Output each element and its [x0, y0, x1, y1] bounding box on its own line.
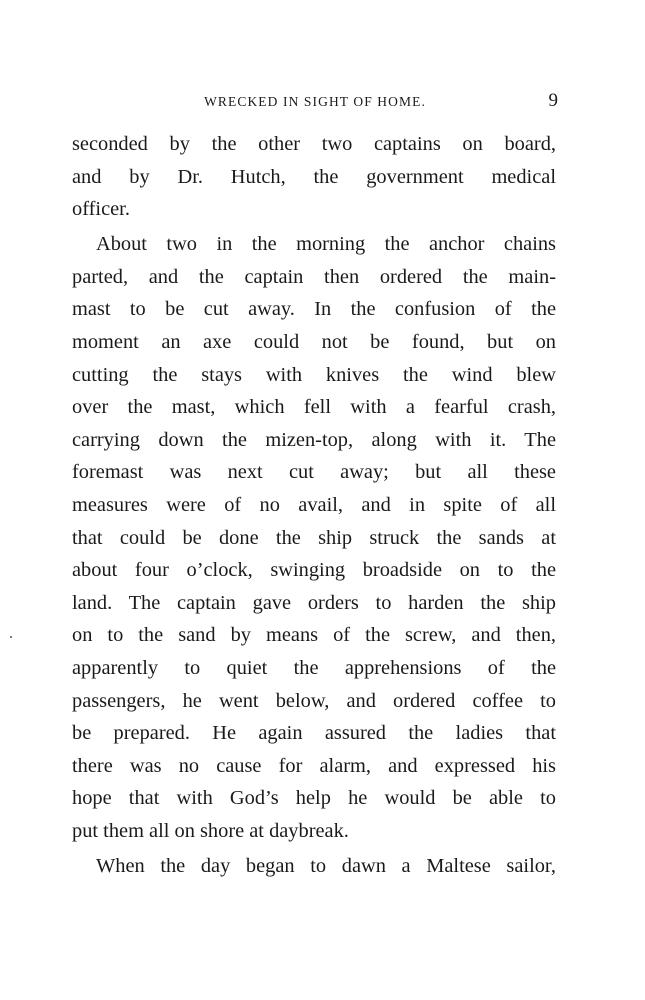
text-line: be prepared. He again assured the ladies that [72, 722, 556, 745]
page-number: 9 [548, 90, 558, 111]
text-line: put them all on shore at daybreak. [72, 819, 349, 842]
text-line: on to the sand by means of the screw, and then, [72, 624, 556, 647]
text-line: that could be done the ship struck the sands at [72, 526, 556, 549]
text-line: passengers, he went below, and ordered coffee to [72, 689, 556, 712]
text-line: apparently to quiet the apprehensions of the [72, 657, 556, 679]
body-text [72, 128, 556, 883]
text-line: measures were of no avail, and in spite of all [72, 494, 556, 517]
text-line: about four o’clock, swinging broadside on to the [72, 559, 556, 582]
text-line: cutting the stays with knives the wind blew [72, 363, 556, 386]
text-line: foremast was next cut away; but all these [72, 461, 556, 484]
text-line: hope that with God’s help he would be able to [72, 787, 556, 810]
text-line: seconded by the other two captains on board, [72, 133, 556, 155]
paper-speck [10, 636, 12, 638]
text-line: and by Dr. Hutch, the government medical [72, 165, 556, 188]
text-line: land. The captain gave orders to harden the ship [72, 591, 556, 614]
text-line: carrying down the mizen-top, along with it. The [72, 428, 556, 451]
text-line: parted, and the captain then ordered the main- [72, 265, 556, 288]
running-title: WRECKED IN SIGHT OF HOME. [204, 94, 426, 109]
running-head [72, 90, 558, 114]
text-line: moment an axe could not be found, but on [72, 331, 556, 354]
text-line: over the mast, which fell with a fearful crash, [72, 396, 556, 419]
text-line: mast to be cut away. In the confusion of the [72, 298, 556, 321]
text-line: When the day began to dawn a Maltese sailor, [96, 855, 556, 878]
text-line: About two in the morning the anchor chains [96, 233, 556, 256]
text-line: there was no cause for alarm, and expressed his [72, 754, 556, 777]
text-line: officer. [72, 198, 130, 221]
